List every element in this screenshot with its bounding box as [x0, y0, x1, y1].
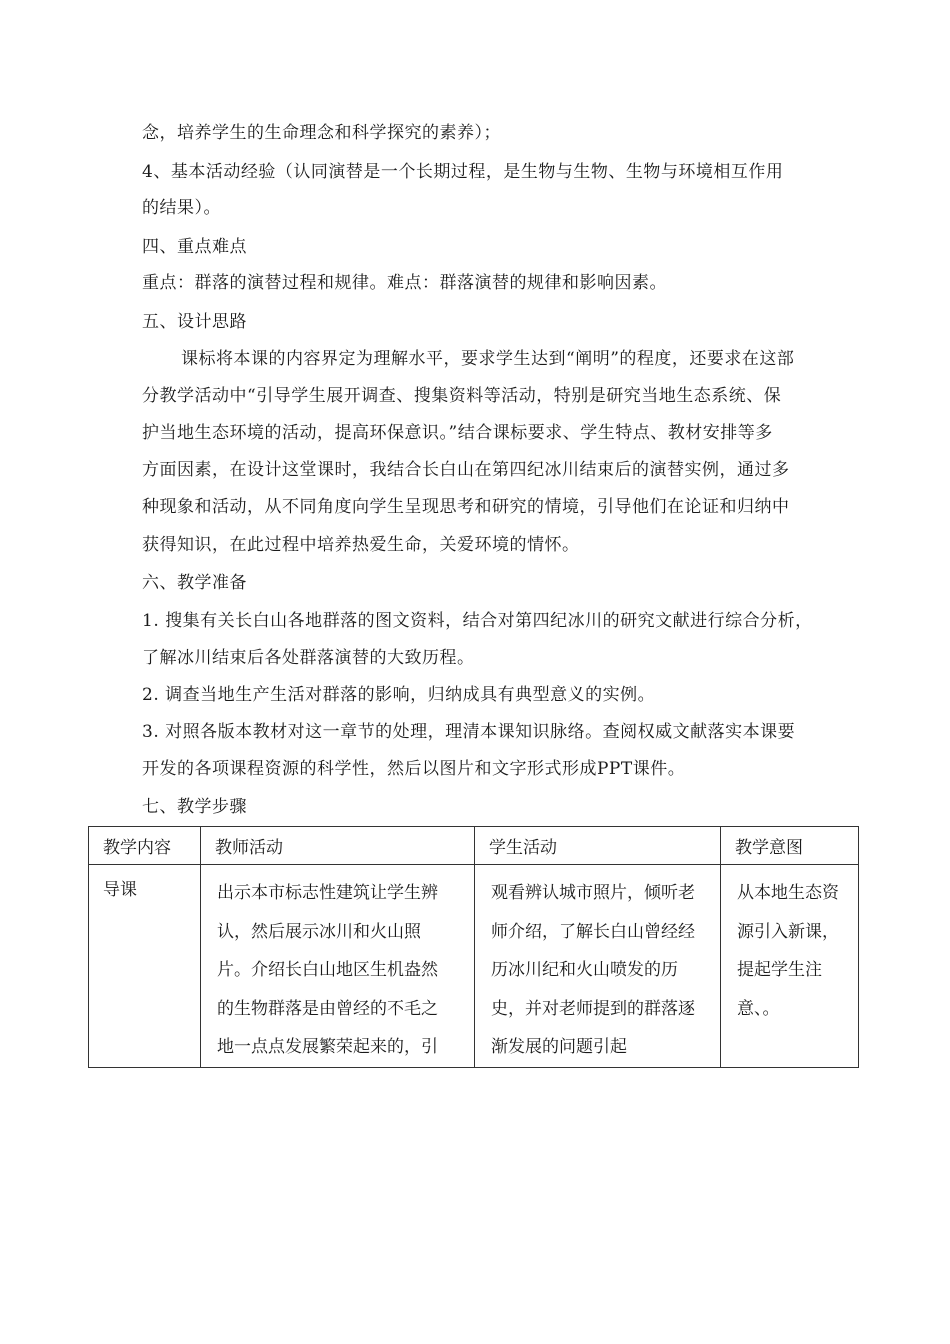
- table-row: [89, 865, 859, 1068]
- paragraph-line: 了解冰川结束后各处群落演替的大致历程。: [142, 648, 475, 668]
- teaching-steps-table: [88, 826, 859, 1068]
- paragraph-line: 方面因素，在设计这堂课时，我结合长白山在第四纪冰川结束后的演替实例，通过多: [142, 460, 790, 480]
- paragraph-line: 种现象和活动，从不同角度向学生呈现思考和研究的情境，引导他们在论证和归纳中: [142, 497, 790, 517]
- paragraph-line: 4、基本活动经验（认同演替是一个长期过程，是生物与生物、生物与环境相互作用: [142, 162, 784, 182]
- paragraph-line: 2. 调查当地生产生活对群落的影响，归纳成具有典型意义的实例。: [142, 685, 656, 705]
- cell-student-activity: 观看辨认城市照片，倾听老师介绍，了解长白山曾经经历冰川纪和火山喷发的历史，并对老师提到的群落逐渐发展的问题引起: [475, 865, 721, 1068]
- header-content: 教学内容: [89, 827, 201, 865]
- paragraph-line: 重点：群落的演替过程和规律。难点：群落演替的规律和影响因素。: [142, 273, 667, 293]
- paragraph-line: 1. 搜集有关长白山各地群落的图文资料，结合对第四纪冰川的研究文献进行综合分析，: [142, 611, 813, 631]
- paragraph-line: 念，培养学生的生命理念和科学探究的素养）；: [142, 123, 501, 143]
- paragraph-line: 开发的各项课程资源的科学性，然后以图片和文字形式形成PPT课件。: [142, 759, 686, 779]
- paragraph-line: 课标将本课的内容界定为理解水平，要求学生达到“阐明”的程度，还要求在这部: [181, 349, 795, 369]
- cell-content: 导课: [89, 865, 201, 1068]
- header-intent: 教学意图: [721, 827, 859, 865]
- paragraph-line: 护当地生态环境的活动，提高环保意识。”结合课标要求、学生特点、教材安排等多: [142, 423, 773, 443]
- section-heading: 五、设计思路: [142, 312, 247, 332]
- section-heading: 四、重点难点: [142, 237, 247, 257]
- header-student-activity: 学生活动: [475, 827, 721, 865]
- paragraph-line: 的结果）。: [142, 198, 221, 218]
- cell-teacher-activity: 出示本市标志性建筑让学生辨认，然后展示冰川和火山照片。介绍长白山地区生机盎然的生物群落是由曾经的不毛之地一点点发展繁荣起来的，引: [201, 865, 475, 1068]
- paragraph-line: 获得知识，在此过程中培养热爱生命，关爱环境的情怀。: [142, 535, 580, 555]
- table-header-row: [89, 827, 859, 865]
- section-heading: 六、教学准备: [142, 573, 247, 593]
- header-teacher-activity: 教师活动: [201, 827, 475, 865]
- paragraph-line: 3. 对照各版本教材对这一章节的处理，理清本课知识脉络。查阅权威文献落实本课要: [142, 722, 796, 742]
- cell-intent: 从本地生态资源引入新课，提起学生注意、。: [721, 865, 859, 1068]
- paragraph-line: 分教学活动中“引导学生展开调查、搜集资料等活动，特别是研究当地生态系统、保: [142, 386, 782, 406]
- section-heading: 七、教学步骤: [142, 797, 247, 817]
